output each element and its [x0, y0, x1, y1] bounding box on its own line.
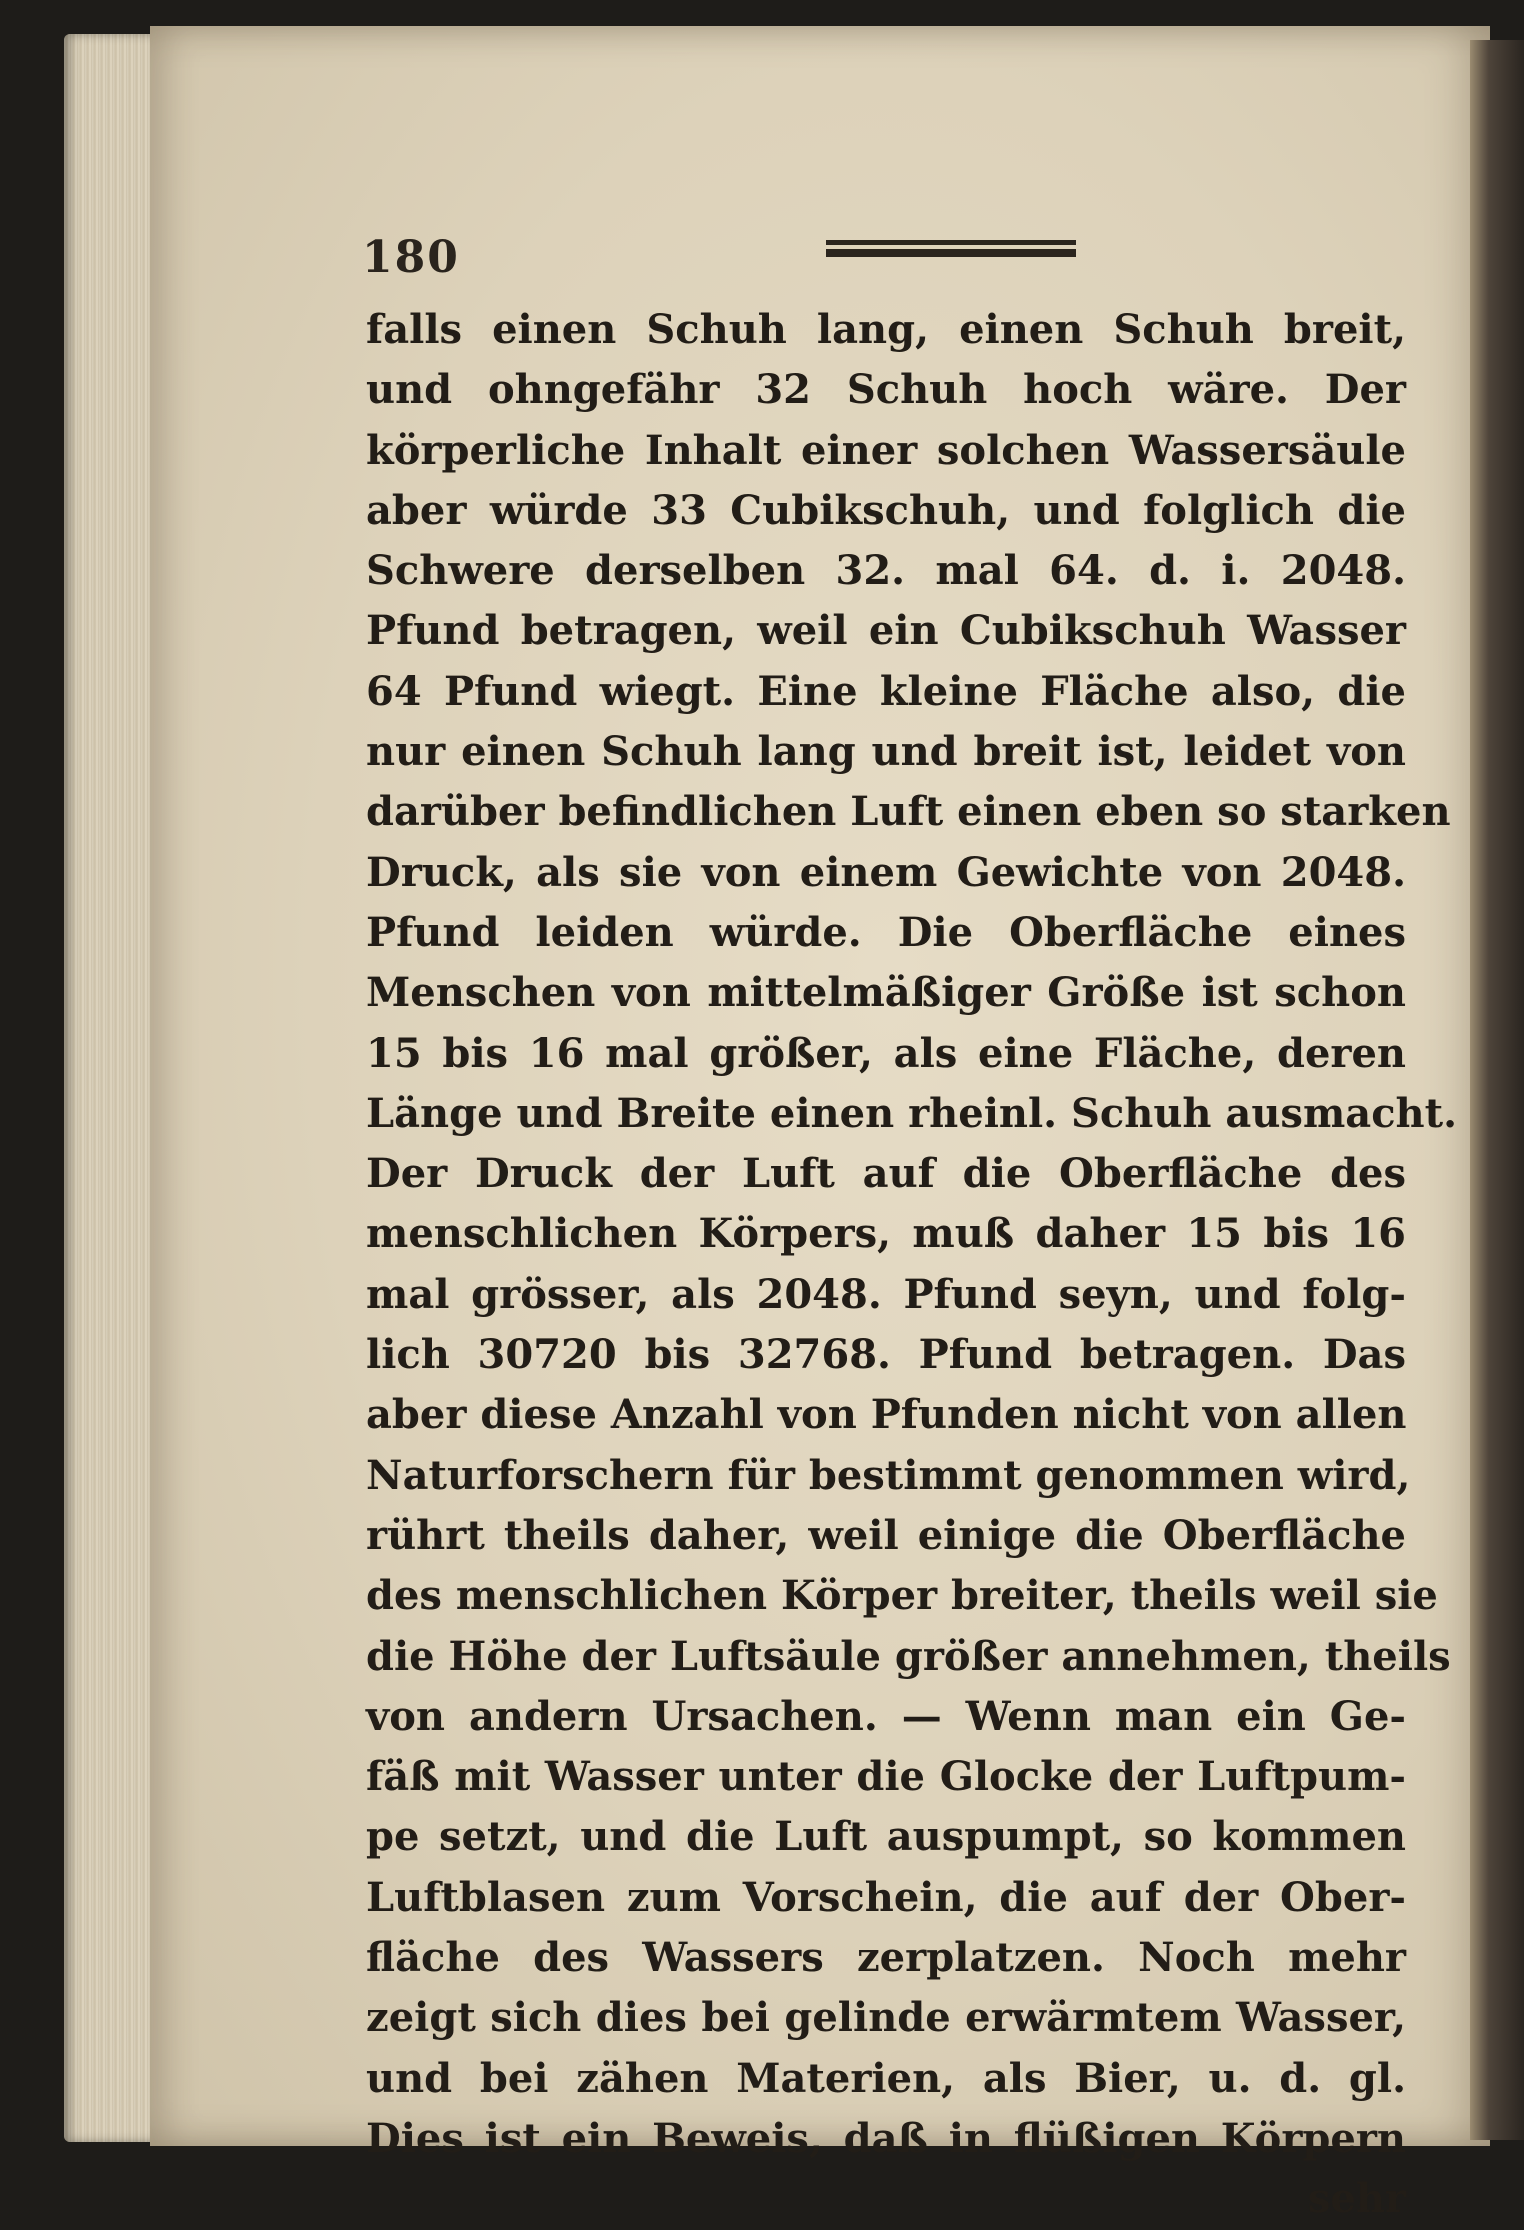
- text-line: Dies ist ein Beweis, daß in flüßigen Körpern: [366, 2114, 1406, 2162]
- body-text: [366, 300, 1458, 2230]
- book-gutter: [1470, 40, 1524, 2140]
- text-line: und bei zähen Materien, als Bier, u. d. gl.: [366, 2054, 1406, 2102]
- text-line: Länge und Breite einen rheinl. Schuh ausmacht.: [366, 1089, 1458, 1137]
- text-line: des menschlichen Körper breiter, theils weil sie: [366, 1572, 1438, 1620]
- text-line: zeigt sich dies bei gelinde erwärmtem Wasser,: [366, 1994, 1406, 2042]
- text-line: und ohngefähr 32 Schuh hoch wäre. Der: [366, 366, 1406, 414]
- text-line: Menschen von mittelmäßiger Größe ist schon: [366, 969, 1406, 1017]
- text-line: darüber befindlichen Luft einen eben so starken: [366, 788, 1451, 836]
- text-line: nur einen Schuh lang und breit ist, leidet von: [366, 728, 1406, 776]
- text-line: Druck, als sie von einem Gewichte von 2048.: [366, 848, 1406, 896]
- header-rule: [826, 240, 1076, 258]
- text-line: Luftblasen zum Vorschein, die auf der Ober-: [366, 1873, 1406, 1921]
- text-line: falls einen Schuh lang, einen Schuh breit,: [366, 306, 1406, 353]
- text-line: mal grösser, als 2048. Pfund seyn, und folg-: [366, 1270, 1406, 1318]
- text-line: Schwere derselben 32. mal 64. d. i. 2048.: [366, 547, 1406, 595]
- text-line: fäß mit Wasser unter die Glocke der Luftpum-: [366, 1753, 1406, 1801]
- text-line: fläche des Wassers zerplatzen. Noch mehr: [366, 1934, 1406, 1982]
- catchword: sehr: [1307, 2175, 1406, 2223]
- page-number: 180: [362, 232, 460, 283]
- text-line: rührt theils daher, weil einige die Oberfläche: [366, 1511, 1406, 1559]
- text-line: Naturforschern für bestimmt genommen wird,: [366, 1451, 1411, 1499]
- header-rule-thick: [826, 249, 1076, 257]
- text-line: lich 30720 bis 32768. Pfund betragen. Das: [366, 1331, 1406, 1379]
- text-line: körperliche Inhalt einer solchen Wassersäule: [366, 426, 1406, 474]
- text-line: pe setzt, und die Luft auspumpt, so kommen: [366, 1813, 1406, 1861]
- text-line: aber diese Anzahl von Pfunden nicht von allen: [366, 1391, 1407, 1439]
- text-line: die Höhe der Luftsäule größer annehmen, theils: [366, 1632, 1451, 1680]
- text-line: menschlichen Körpers, muß daher 15 bis 16: [366, 1210, 1406, 1258]
- text-line: Pfund leiden würde. Die Oberfläche eines: [366, 908, 1406, 956]
- text-line: 64 Pfund wiegt. Eine kleine Fläche also, die: [366, 667, 1406, 715]
- text-line: von andern Ursachen. — Wenn man ein Ge-: [366, 1692, 1406, 1740]
- header-rule-thin: [826, 240, 1076, 245]
- text-line: aber würde 33 Cubikschuh, und folglich die: [366, 486, 1406, 534]
- text-line: 15 bis 16 mal größer, als eine Fläche, deren: [366, 1029, 1406, 1077]
- text-line: Der Druck der Luft auf die Oberfläche des: [366, 1150, 1406, 1198]
- text-line: Pfund betragen, weil ein Cubikschuh Wasser: [366, 607, 1406, 655]
